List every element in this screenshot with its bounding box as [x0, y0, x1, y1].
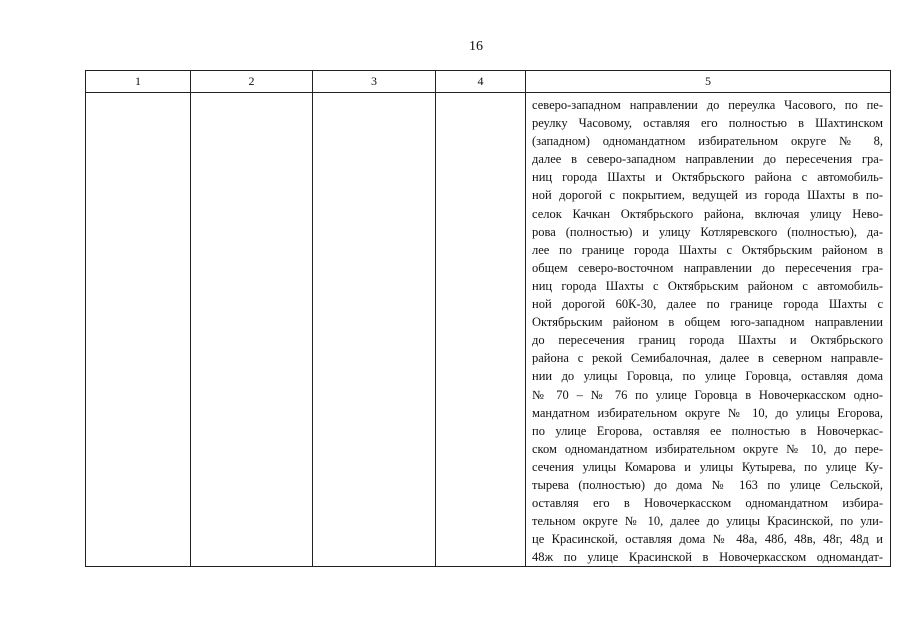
- text-line: тырева (полностью) до дома № 163 по улице Сельской,: [532, 477, 883, 492]
- cell-column-4: [436, 93, 526, 567]
- text-line: нии до улицы Горовца, по улице Горовца, оставляя дома: [532, 369, 883, 384]
- text-line: тельном округе № 10, далее до улицы Красинской, по ули-: [532, 514, 883, 529]
- text-line: ниц города Шахты и Октябрьского района с автомобиль-: [532, 170, 883, 185]
- text-line: по улице Егорова, оставляя ее полностью в Новочеркас-: [532, 423, 883, 438]
- text-line: це Красинской, оставляя дома № 48а, 48б, 48в, 48г, 48д и: [532, 532, 883, 547]
- cell-column-3: [313, 93, 436, 567]
- text-line: 48ж по улице Красинской в Новочеркасском одномандат-: [532, 550, 883, 565]
- text-line: ниц города Шахты с Октябрьским районом с автомобиль-: [532, 278, 883, 293]
- text-line: (западном) одномандатном избирательном округе № 8,: [532, 134, 883, 149]
- column-header-5: 5: [526, 71, 891, 93]
- text-line: ной дорогой 60К-30, далее по границе города Шахты с: [532, 297, 883, 312]
- text-line: Октябрьским районом в общем юго-западном направлении: [532, 315, 883, 330]
- cell-column-2: [191, 93, 313, 567]
- text-line: реулку Часовому, оставляя его полностью в Шахтинском: [532, 116, 883, 131]
- table-row: [86, 93, 891, 567]
- text-line: сечения улицы Комарова и улицы Кутырева, по улице Ку-: [532, 459, 883, 474]
- text-line: ском одномандатном избирательном округе № 10, до пере-: [532, 441, 883, 456]
- column-header-3: 3: [313, 71, 436, 93]
- text-line: северо-западном направлении до переулка Часового, по пе-: [532, 98, 883, 112]
- text-line: района с рекой Семибалочная, далее в северном направле-: [532, 351, 883, 366]
- column-header-1: 1: [86, 71, 191, 93]
- text-line: до пересечения границ города Шахты и Октябрьского: [532, 333, 883, 348]
- column-header-4: 4: [436, 71, 526, 93]
- column-header-2: 2: [191, 71, 313, 93]
- text-line: оставляя его в Новочеркасском одномандатном избира-: [532, 496, 883, 511]
- text-line: № 70 – № 76 по улице Горовца в Новочеркасском одно-: [532, 387, 883, 402]
- cell-column-5-boundary-description: [526, 93, 891, 567]
- page-number: 16: [469, 39, 483, 54]
- district-boundary-table: [85, 70, 891, 567]
- cell-column-1: [86, 93, 191, 567]
- text-line: далее в северо-западном направлении до пересечения гра-: [532, 152, 883, 167]
- text-line: рова (полностью) и улицу Котляревского (полностью), да-: [532, 224, 883, 239]
- text-line: селок Качкан Октябрьского района, включая улицу Нево-: [532, 206, 883, 221]
- text-line: мандатном избирательном округе № 10, до улицы Егорова,: [532, 405, 883, 420]
- table-header-row: [86, 71, 891, 93]
- text-line: общем северо-восточном направлении до пересечения гра-: [532, 260, 883, 275]
- text-line: лее по границе города Шахты с Октябрьским районом в: [532, 242, 883, 257]
- text-line: ной дорогой с покрытием, ведущей из города Шахты в по-: [532, 188, 883, 203]
